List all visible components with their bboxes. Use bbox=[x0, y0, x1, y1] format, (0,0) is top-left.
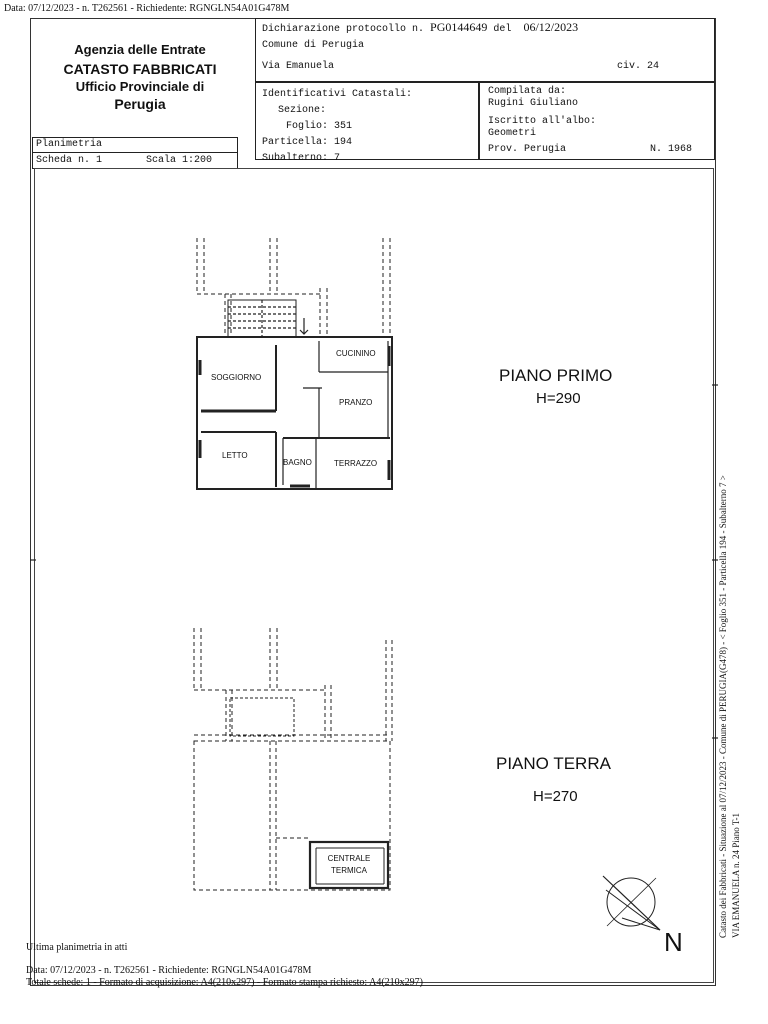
room-soggiorno: SOGGIORNO bbox=[211, 373, 262, 382]
ultima-planimetria: Ultima planimetria in atti bbox=[26, 942, 128, 953]
footer-totale: Totale schede: 1 - Formato di acquisizione: A4(210x297) - Formato stampa richiesto: A4(210x297) bbox=[26, 977, 423, 988]
foglio-label: Foglio: 351 bbox=[286, 121, 353, 132]
side-text-address: VIA EMANUELA n. 24 Piano T-1 bbox=[731, 812, 741, 938]
albo-label: Iscritto all'albo: bbox=[488, 116, 597, 127]
agency-name: Agenzia delle Entrate bbox=[74, 42, 206, 57]
planimetria-title: Planimetria bbox=[36, 139, 103, 150]
room-centrale-termica bbox=[310, 853, 388, 877]
room-bagno: BAGNO bbox=[283, 458, 312, 467]
via-label: Via Emanuela bbox=[262, 61, 335, 72]
catasto-title: CATASTO FABBRICATI bbox=[63, 61, 217, 77]
compilata-title: Compilata da: bbox=[488, 86, 567, 97]
protocol-label: Dichiarazione protocollo n. bbox=[262, 24, 425, 35]
piano-terra-title: PIANO TERRA bbox=[496, 754, 611, 773]
scala-label: Scala 1:200 bbox=[146, 155, 213, 166]
comune-label: Comune di Perugia bbox=[262, 40, 365, 51]
room-letto: LETTO bbox=[222, 451, 248, 460]
north-label: N bbox=[664, 927, 683, 957]
protocol-date: 06/12/2023 bbox=[523, 20, 579, 34]
protocol-del: del bbox=[493, 24, 512, 35]
ufficio-city: Perugia bbox=[114, 96, 166, 112]
protocol-number: PG0144649 bbox=[430, 20, 488, 34]
piano-terra-height: H=270 bbox=[533, 788, 578, 805]
top-stamp: Data: 07/12/2023 - n. T262561 - Richiedente: RGNGLN54A01G478M bbox=[4, 3, 290, 14]
room-centrale-label: CENTRALE bbox=[327, 854, 371, 863]
room-pranzo: PRANZO bbox=[339, 398, 373, 407]
subalterno-label: Subalterno: 7 bbox=[262, 153, 341, 164]
civ-label: civ. 24 bbox=[617, 61, 660, 72]
compilata-name: Rugini Giuliano bbox=[488, 98, 579, 109]
albo-value: Geometri bbox=[488, 128, 537, 139]
room-terrazzo: TERRAZZO bbox=[334, 459, 378, 468]
albo-number: N. 1968 bbox=[650, 144, 693, 155]
scheda-label: Scheda n. 1 bbox=[36, 155, 103, 166]
footer-stamp: Data: 07/12/2023 - n. T262561 - Richiedente: RGNGLN54A01G478M bbox=[26, 965, 312, 976]
sezione-label: Sezione: bbox=[278, 105, 327, 116]
side-text-situazione: Catasto dei Fabbricati - Situazione al 07/12/2023 - Comune di PERUGIA(G478) - < Foglio 351 - Particella 194 - Subalterno 7 > bbox=[718, 475, 728, 938]
prov-label: Prov. Perugia bbox=[488, 144, 567, 155]
room-cucinino: CUCININO bbox=[336, 349, 376, 358]
ufficio-label: Ufficio Provinciale di bbox=[75, 79, 205, 94]
particella-label: Particella: 194 bbox=[262, 137, 353, 148]
piano-primo-height: H=290 bbox=[536, 390, 581, 407]
identificativi-title: Identificativi Catastali: bbox=[262, 89, 413, 100]
piano-primo-title: PIANO PRIMO bbox=[499, 366, 613, 385]
room-termica-label: TERMICA bbox=[331, 866, 367, 875]
